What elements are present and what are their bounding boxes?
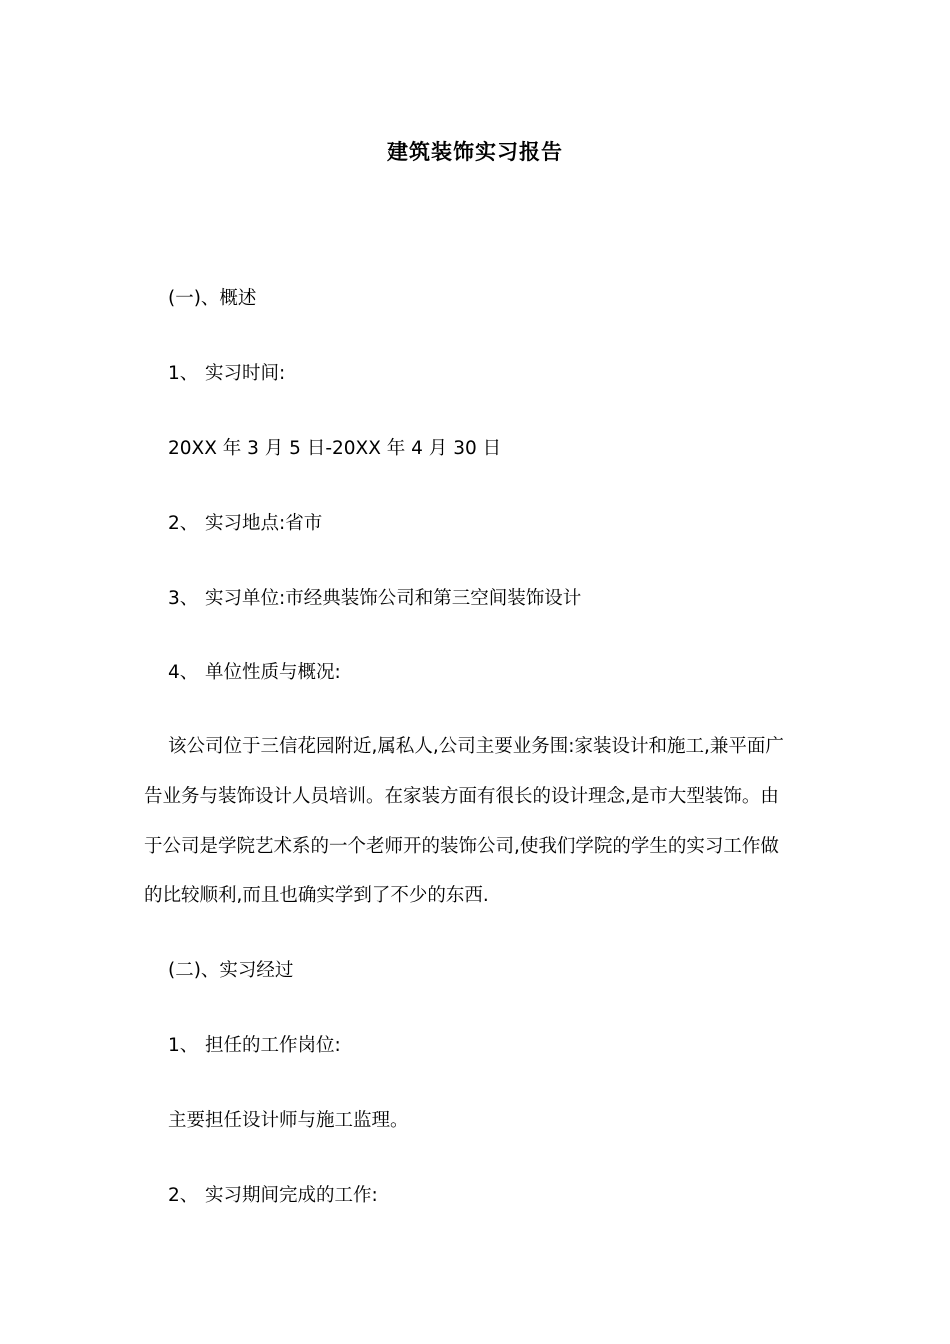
item-number: 1、: [168, 363, 199, 384]
item-position-value: 主要担任设计师与施工监理。: [168, 1110, 409, 1131]
item-work-completed: [168, 1183, 378, 1209]
item-time-value: 20XX 年 3 月 5 日-20XX 年 4 月 30 日: [168, 438, 502, 459]
item-text: 担任的工作岗位:: [205, 1035, 341, 1056]
item-text: 实习期间完成的工作:: [205, 1185, 378, 1206]
paragraph-line: 的比较顺利,而且也确实学到了不少的东西.: [144, 885, 489, 906]
item-number: 4、: [168, 662, 199, 683]
paragraph-line: 于公司是学院艺术系的一个老师开的装饰公司,使我们学院的学生的实习工作做: [144, 836, 779, 857]
section2-heading: (二)、实习经过: [168, 960, 294, 981]
item-position: [168, 1033, 341, 1059]
item-number: 1、: [168, 1035, 199, 1056]
item-text: 实习时间:: [205, 363, 286, 384]
item-text: 实习单位:市经典装饰公司和第三空间装饰设计: [205, 588, 582, 609]
document-title: 建筑装饰实习报告: [387, 140, 563, 164]
item-number: 3、: [168, 588, 199, 609]
item-text: 实习地点:省市: [205, 513, 323, 534]
item-number: 2、: [168, 513, 199, 534]
paragraph-line: 告业务与装饰设计人员培训。在家装方面有很长的设计理念,是市大型装饰。由: [144, 786, 779, 807]
paragraph-line: 该公司位于三信花园附近,属私人,公司主要业务围:家装设计和施工,兼平面广: [168, 736, 784, 757]
item-unit-nature: [168, 660, 341, 686]
item-unit: [168, 586, 581, 612]
item-number: 2、: [168, 1185, 199, 1206]
item-time: [168, 361, 285, 387]
section1-heading: (一)、概述: [168, 288, 257, 309]
item-text: 单位性质与概况:: [205, 662, 341, 683]
item-location: [168, 511, 322, 537]
